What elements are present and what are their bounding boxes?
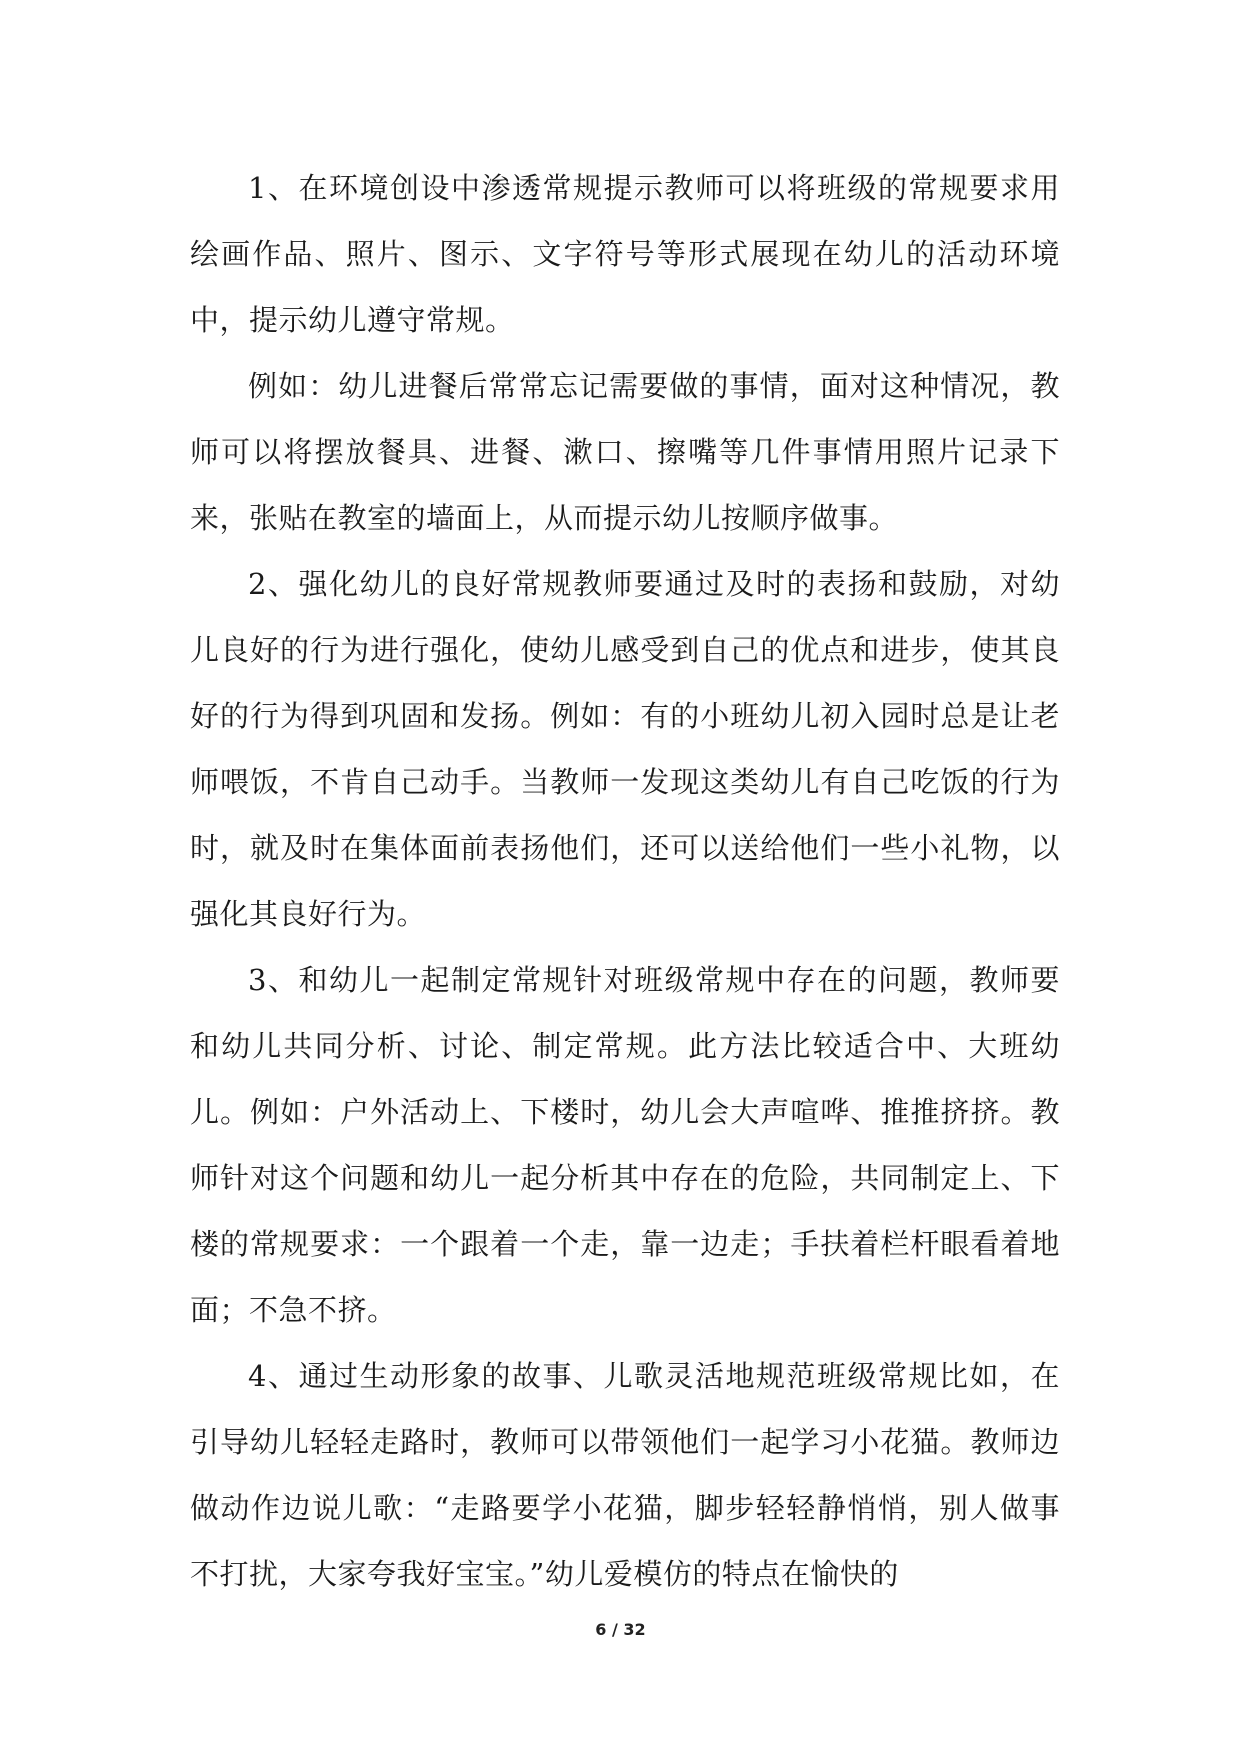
paragraph-1: 1、在环境创设中渗透常规提示教师可以将班级的常规要求用绘画作品、照片、图示、文字符号等形式展现在幼儿的活动环境中，提示幼儿遵守常规。 [190,171,1060,337]
paragraph-3: 2、强化幼儿的良好常规教师要通过及时的表扬和鼓励，对幼儿良好的行为进行强化，使幼儿感受到自己的优点和进步，使其良好的行为得到巩固和发扬。例如：有的小班幼儿初入园时总是让老师喂饭，不肯自己动手。当教师一发现这类幼儿有自己吃饭的行为时，就及时在集体面前表扬他们，还可以送给他们一些小礼物，以强化其良好行为。 [190,567,1060,931]
paragraph-4: 3、和幼儿一起制定常规针对班级常规中存在的问题，教师要和幼儿共同分析、讨论、制定常规。此方法比较适合中、大班幼儿。例如：户外活动上、下楼时，幼儿会大声喧哗、推推挤挤。教师针对这个问题和幼儿一起分析其中存在的危险，共同制定上、下楼的常规要求：一个跟着一个走，靠一边走；手扶着栏杆眼看着地面；不急不挤。 [190,963,1060,1327]
document-body [190,155,1060,1607]
paragraph-5: 4、通过生动形象的故事、儿歌灵活地规范班级常规比如，在引导幼儿轻轻走路时，教师可以带领他们一起学习小花猫。教师边做动作边说儿歌：“走路要学小花猫，脚步轻轻静悄悄，别人做事不打扰，大家夸我好宝宝。”幼儿爱模仿的特点在愉快的 [190,1359,1060,1591]
page-number: 6 / 32 [595,1620,646,1639]
paragraph-2: 例如：幼儿进餐后常常忘记需要做的事情，面对这种情况，教师可以将摆放餐具、进餐、漱口、擦嘴等几件事情用照片记录下来，张贴在教室的墙面上，从而提示幼儿按顺序做事。 [190,369,1060,535]
